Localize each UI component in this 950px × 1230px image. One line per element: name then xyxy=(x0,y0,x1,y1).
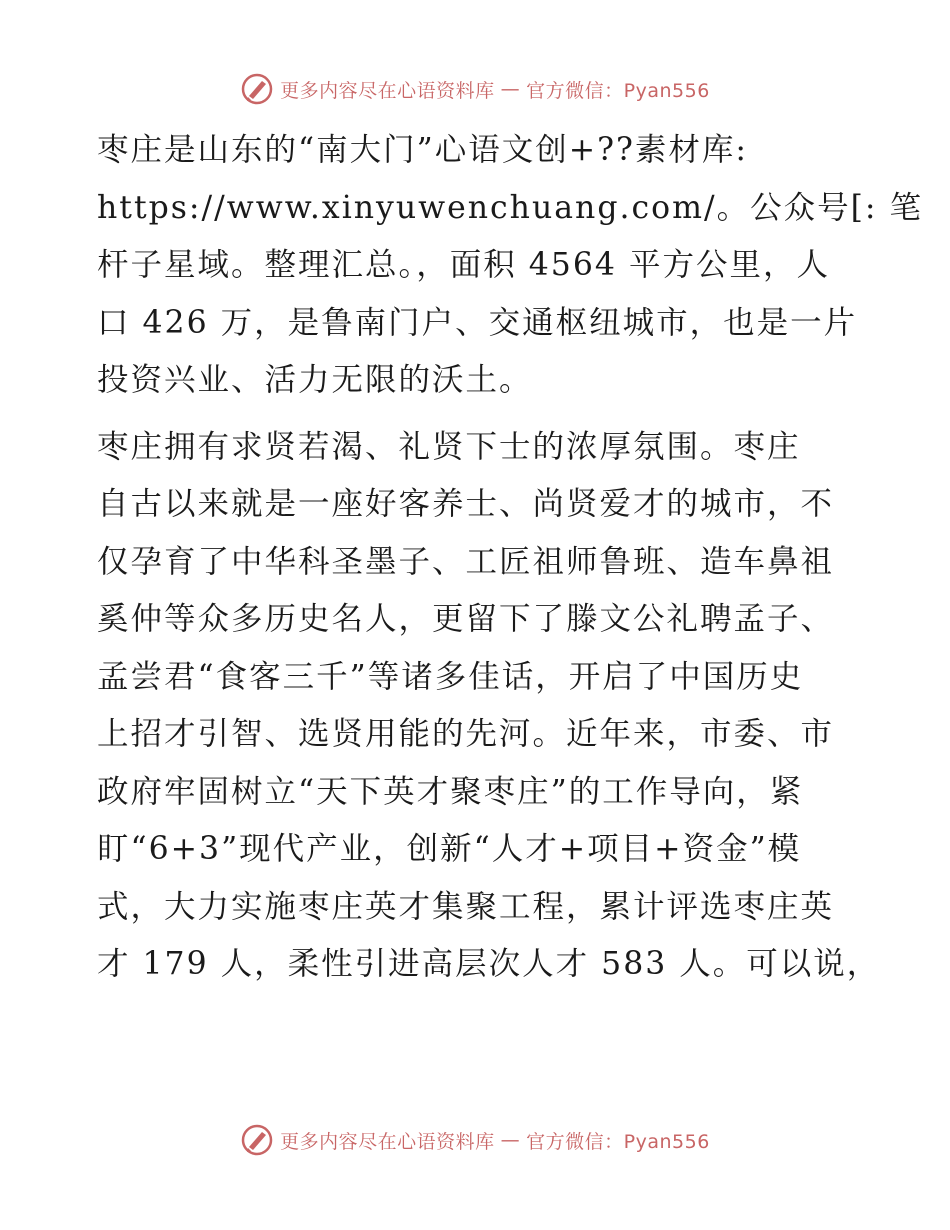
paragraph xyxy=(97,419,881,994)
text-line: 盯“6+3”现代产业，创新“人才+项目+资金”模 xyxy=(97,831,802,867)
header-watermark xyxy=(0,72,950,106)
watermark-contact: 官方微信：Pyan556 xyxy=(526,1130,710,1153)
watermark-brand: 更多内容尽在心语资料库 xyxy=(280,79,495,102)
paragraph xyxy=(97,122,924,410)
brush-logo-icon xyxy=(240,1123,274,1157)
footer-watermark xyxy=(0,1123,950,1157)
text-line: 孟尝君“食客三千”等诸多佳话，开启了中国历史 xyxy=(97,658,804,695)
watermark-separator: — xyxy=(500,1129,521,1151)
text-line: 枣庄是山东的“南大门”心语文创+??素材库: xyxy=(97,132,748,168)
text-line: 投资兴业、活力无限的沃土。 xyxy=(97,362,533,398)
text-line: 奚仲等众多历史名人，更留下了滕文公礼聘孟子、 xyxy=(97,601,835,637)
brush-logo-icon xyxy=(240,72,274,106)
text-line: 上招才引智、选贤用能的先河。近年来，市委、市 xyxy=(97,716,835,752)
text-line: 自古以来就是一座好客养士、尚贤爱才的城市，不 xyxy=(97,486,835,522)
watermark-contact: 官方微信：Pyan556 xyxy=(526,79,710,102)
text-line: 口 426 万，是鲁南门户、交通枢纽城市，也是一片 xyxy=(97,304,858,341)
watermark-brand: 更多内容尽在心语资料库 xyxy=(280,1130,495,1153)
text-line: 仅孕育了中华科圣墨子、工匠祖师鲁班、造车鼻祖 xyxy=(97,543,835,580)
text-line: https://www.xinyuwenchuang.com/。公众号[: 笔 xyxy=(97,189,924,226)
watermark-separator: — xyxy=(500,78,521,100)
text-line: 枣庄拥有求贤若渴、礼贤下士的浓厚氛围。枣庄 xyxy=(97,428,801,465)
document-body xyxy=(97,122,924,994)
text-line: 才 179 人，柔性引进高层次人才 583 人。可以说， xyxy=(97,946,881,982)
text-line: 政府牢固树立“天下英才聚枣庄”的工作导向，紧 xyxy=(97,773,804,810)
text-line: 式，大力实施枣庄英才集聚工程，累计评选枣庄英 xyxy=(97,888,835,925)
text-line: 杆子星域。整理汇总。，面积 4564 平方公里，人 xyxy=(97,247,830,283)
